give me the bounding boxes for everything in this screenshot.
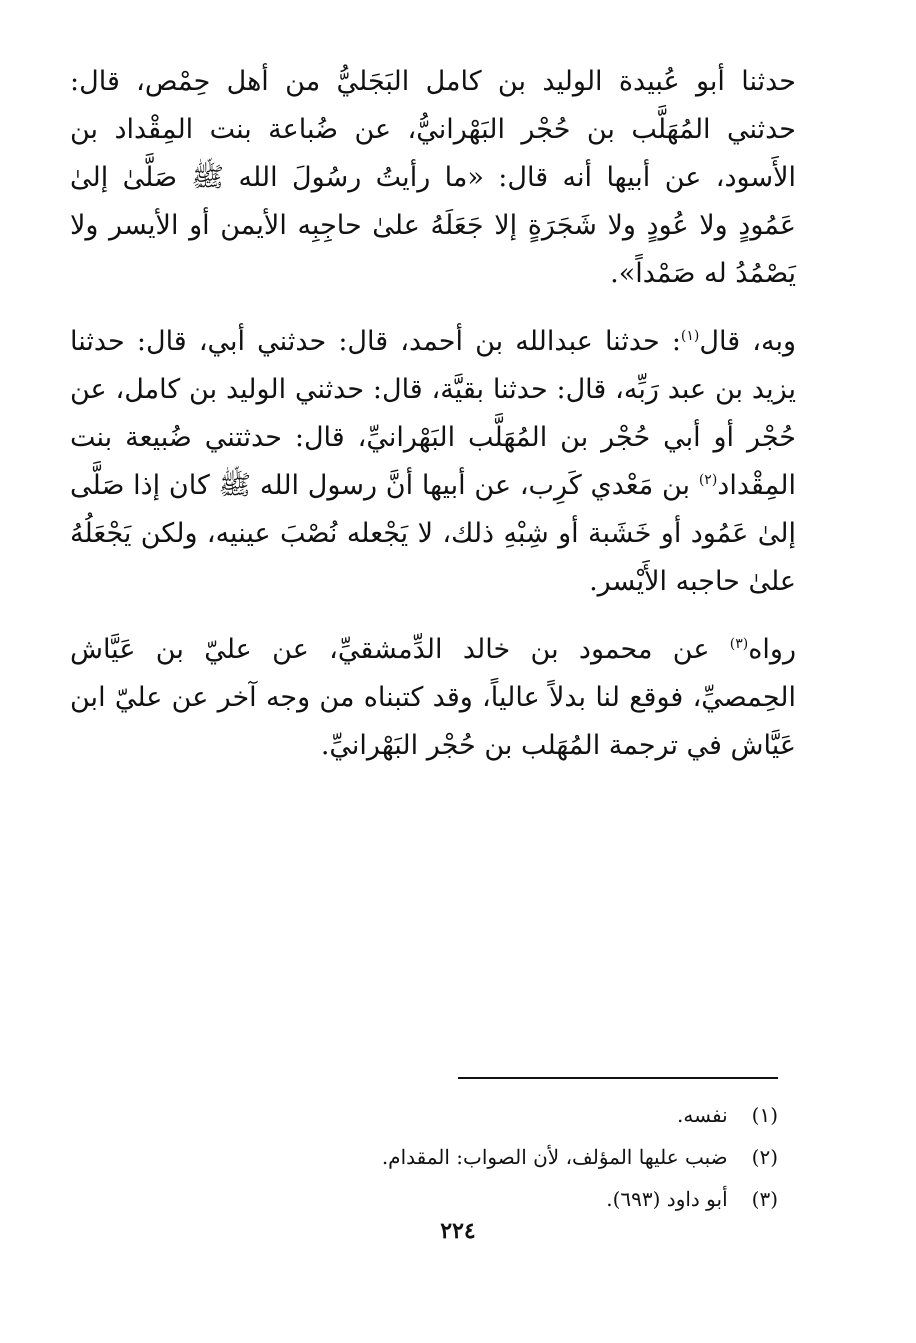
footnote-3 — [118, 1178, 778, 1220]
paragraph-3 — [70, 626, 796, 770]
footnotes — [118, 1094, 778, 1220]
footnote-divider — [458, 1077, 778, 1079]
paragraph-2-text-c: بن مَعْدي كَرِب، عن أبيها أنَّ رسول الله ﷺ كان إذا صَلَّى إلىٰ عَمُود أو خَشَبة أو شِبْهِ ذلك، لا يَجْعله نُصْبَ عينيه، ولكن يَجْعَلُهُ علىٰ حاجبه الأَيْسر. — [70, 470, 796, 597]
footnote-ref-2[interactable]: (٢) — [698, 472, 718, 488]
footnote-text: نفسه. — [677, 1103, 728, 1127]
footnote-2 — [118, 1136, 778, 1178]
footnote-ref-1[interactable]: (١) — [680, 328, 700, 344]
footnote-number: (٣) — [751, 1187, 778, 1211]
paragraph-3-text-a: رواه — [748, 634, 796, 665]
paragraph-2 — [70, 318, 796, 606]
footnote-number: (١) — [751, 1103, 778, 1127]
footnote-text: ضبب عليها المؤلف، لأن الصواب: المقدام. — [381, 1145, 728, 1169]
paragraph-1-text: حدثنا أبو عُبيدة الوليد بن كامل البَجَليُّ من أهل حِمْص، قال: حدثني المُهَلَّب بن حُجْر البَهْرانيُّ، عن ضُباعة بنت المِقْداد بن الأَسود، عن أبيها أنه قال: «ما رأيتُ رسُولَ الله ﷺ صَلَّىٰ إلىٰ عَمُودٍ ولا عُودٍ ولا شَجَرَةٍ إلا جَعَلَهُ علىٰ حاجِبِه الأيمن أو الأيسر ولا يَصْمُدُ له صَمْداً». — [70, 66, 796, 289]
paragraph-2-text-a: وبه، قال — [699, 326, 796, 357]
page-number: ٢٢٤ — [440, 1218, 476, 1244]
footnote-ref-3[interactable]: (٣) — [729, 636, 749, 652]
footnote-1 — [118, 1094, 778, 1136]
paragraph-1 — [70, 58, 796, 298]
paragraph-2-text-b: : حدثنا عبدالله بن أحمد، قال: حدثني أبي، قال: حدثنا يزيد بن عبد رَبِّه، قال: حدثنا بقيَّة، قال: حدثني الوليد بن كامل، عن حُجْر أو أبي حُجْر بن المُهَلَّب البَهْرانيِّ، قال: حدثتني ضُبيعة بنت المِقْداد — [70, 326, 797, 501]
paragraph-3-text-b: عن محمود بن خالد الدِّمشقيِّ، عن عليّ بن عَيَّاش الحِمصيِّ، فوقع لنا بدلاً عالياً، وقد كتبناه من وجه آخر عن عليّ ابن عَيَّاش في ترجمة المُهَلب بن حُجْر البَهْرانيِّ. — [70, 634, 796, 761]
footnote-number: (٢) — [751, 1145, 778, 1169]
footnote-text: أبو داود (٦٩٣). — [606, 1187, 728, 1211]
